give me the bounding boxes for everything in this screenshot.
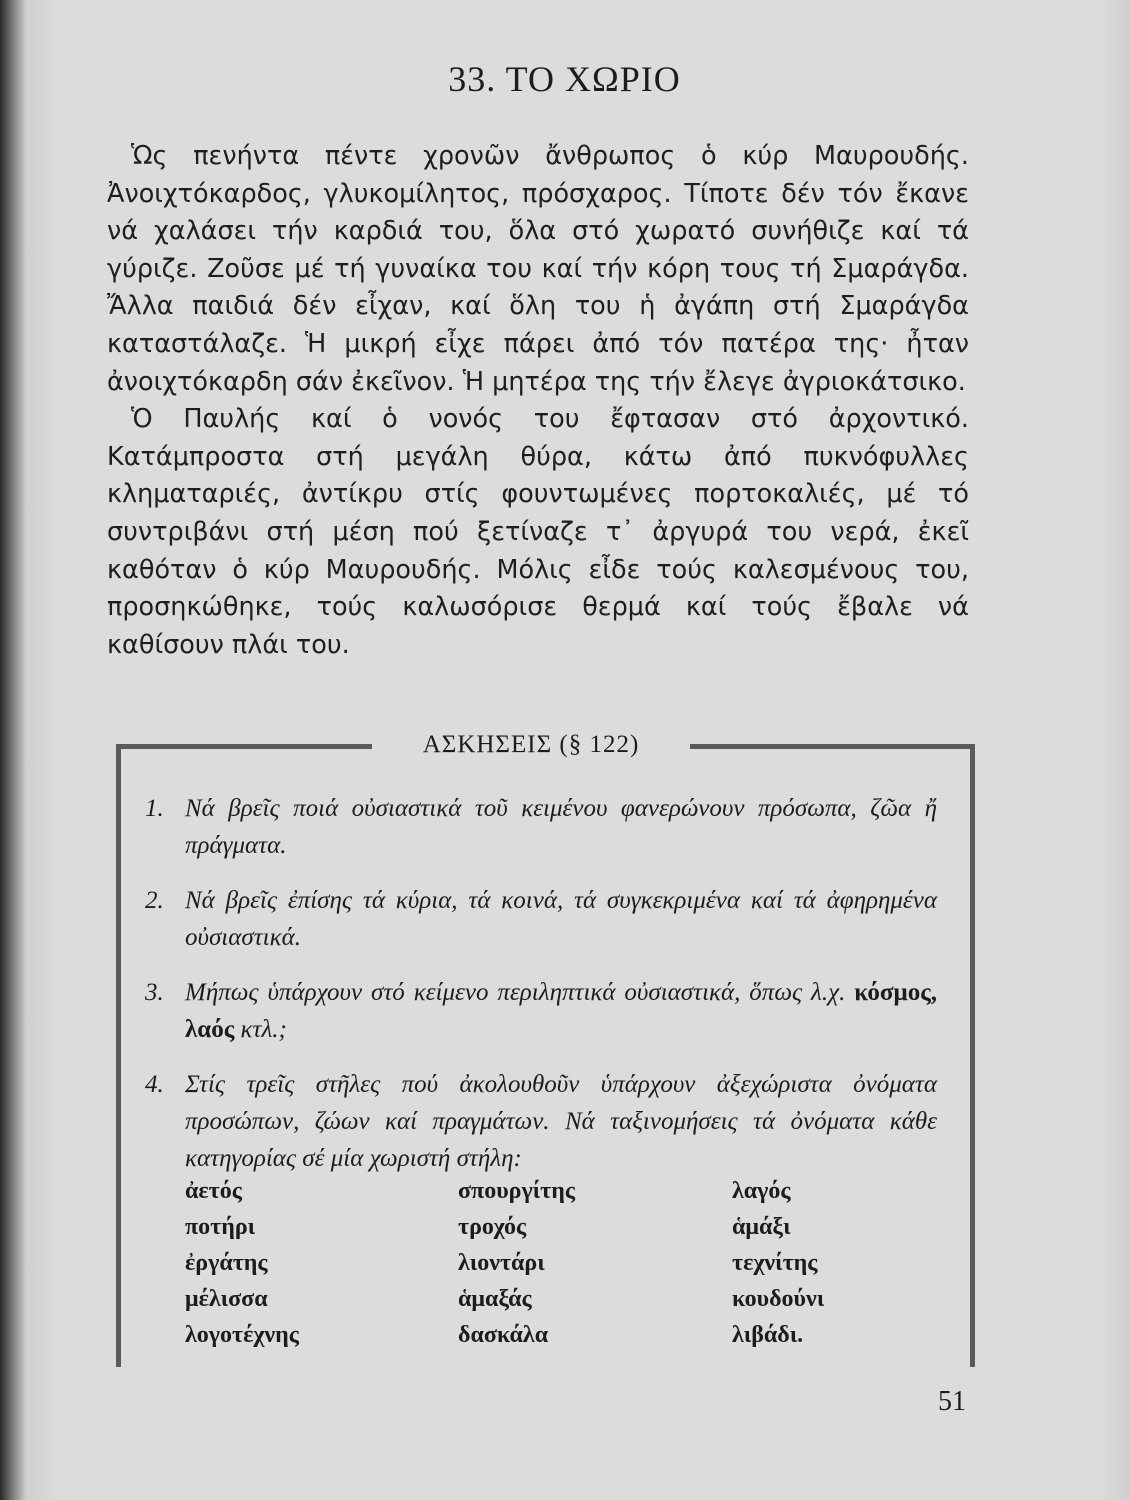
exercise-text: Νά βρεῖς ἐπίσης τά κύρια, τά κοινά, τά συγκεκριμένα καί τά ἀφηρημένα οὐσιαστικά. — [185, 887, 937, 951]
exercise-number: 4. — [145, 1071, 164, 1098]
exercise-text: Στίς τρεῖς στῆλες πού ἀκολουθοῦν ὑπάρχουν ἀξεχώριστα ὀνόματα προσώπων, ζώων καί πραγμάτων. Νά ταξινομήσεις τά ὀνόματα κάθε κατηγορίας σέ μία χωριστή στήλη: — [185, 1071, 937, 1172]
exercise-number: 1. — [145, 795, 164, 822]
word: τροχός — [458, 1214, 527, 1240]
word-row — [185, 1286, 945, 1322]
word: μέλισσα — [185, 1286, 268, 1312]
word: λιβάδι. — [732, 1322, 804, 1348]
exercise-1 — [145, 790, 937, 864]
word-row — [185, 1214, 945, 1250]
word-row — [185, 1250, 945, 1286]
story-text — [107, 138, 969, 664]
paragraph-1: Ὡς πενήντα πέντε χρονῶν ἄνθρωπος ὁ κύρ Μαυρουδής. Ἀνοιχτόκαρδος, γλυκομίλητος, πρόσχαρος. Τίποτε δέν τόν ἔκανε νά χαλάσει τήν καρδιά του, ὅλα στό χωρατό συνήθιζε καί τά γύριζε. Ζοῦσε μέ τή γυναίκα του καί τήν κόρη τους τή Σμαράγδα. Ἄλλα παιδιά δέν εἶχαν, καί ὅλη του ἡ ἀγάπη στή Σμαράγδα καταστάλαζε. Ἡ μικρή εἶχε πάρει ἀπό τόν πατέρα της· ἦταν ἀνοιχτόκαρδη σάν ἐκεῖνον. Ἡ μητέρα της τήν ἔλεγε ἀγριοκάτσικο. — [107, 141, 969, 397]
word: ἁμάξι — [732, 1214, 791, 1240]
word: ποτήρι — [185, 1214, 256, 1240]
exercises-title: ΑΣΚΗΣΕΙΣ (§ 122) — [372, 726, 690, 764]
paragraph-2: Ὁ Παυλής καί ὁ νονός του ἔφτασαν στό ἀρχοντικό. Κατάμπροστα στή μεγάλη θύρα, κάτω ἀπό πυκνόφυλλες κληματαριές, ἀντίκρυ στίς φουντωμένες πορτοκαλιές, μέ τό συντριβάνι στή μέση πού ξετίναζε τ᾽ ἀργυρά του νερά, ἐκεῖ καθόταν ὁ κύρ Μαυρουδής. Μόλις εἶδε τούς καλεσμένους του, προσηκώθηκε, τούς καλωσόρισε θερμά καί τούς ἔβαλε νά καθίσουν πλάι του. — [107, 404, 969, 660]
exercise-3 — [145, 974, 937, 1048]
exercise-text-part: Μήπως ὑπάρχουν στό κείμενο περιληπτικά οὐσιαστικά, ὅπως λ.χ. — [185, 979, 846, 1006]
word-row — [185, 1322, 945, 1358]
exercise-text-part: κτλ.; — [240, 1016, 287, 1043]
word-columns — [185, 1178, 945, 1358]
word: λαγός — [732, 1178, 791, 1204]
word: δασκάλα — [458, 1322, 549, 1348]
word: κουδούνι — [732, 1286, 825, 1312]
word: λογοτέχνης — [185, 1322, 299, 1348]
word: σπουργίτης — [458, 1178, 575, 1204]
exercise-number: 3. — [145, 979, 164, 1006]
word: ἀετός — [185, 1178, 242, 1204]
word: τεχνίτης — [732, 1250, 818, 1276]
word: ἐργάτης — [185, 1250, 268, 1276]
word-row — [185, 1178, 945, 1214]
exercise-text: Νά βρεῖς ποιά οὐσιαστικά τοῦ κειμένου φανερώνουν πρόσωπα, ζῶα ἤ πράγματα. — [185, 795, 937, 859]
page-title: 33. ΤΟ ΧΩΡΙΟ — [448, 59, 681, 99]
exercise-number: 2. — [145, 887, 164, 914]
word: λιοντάρι — [458, 1250, 545, 1276]
exercise-text — [185, 974, 937, 1048]
exercise-bold-words: κόσμος, λαός — [185, 979, 937, 1043]
exercise-2 — [145, 882, 937, 956]
exercise-4 — [145, 1066, 937, 1177]
word: ἁμαξάς — [458, 1286, 532, 1312]
page-number: 51 — [938, 1386, 966, 1417]
